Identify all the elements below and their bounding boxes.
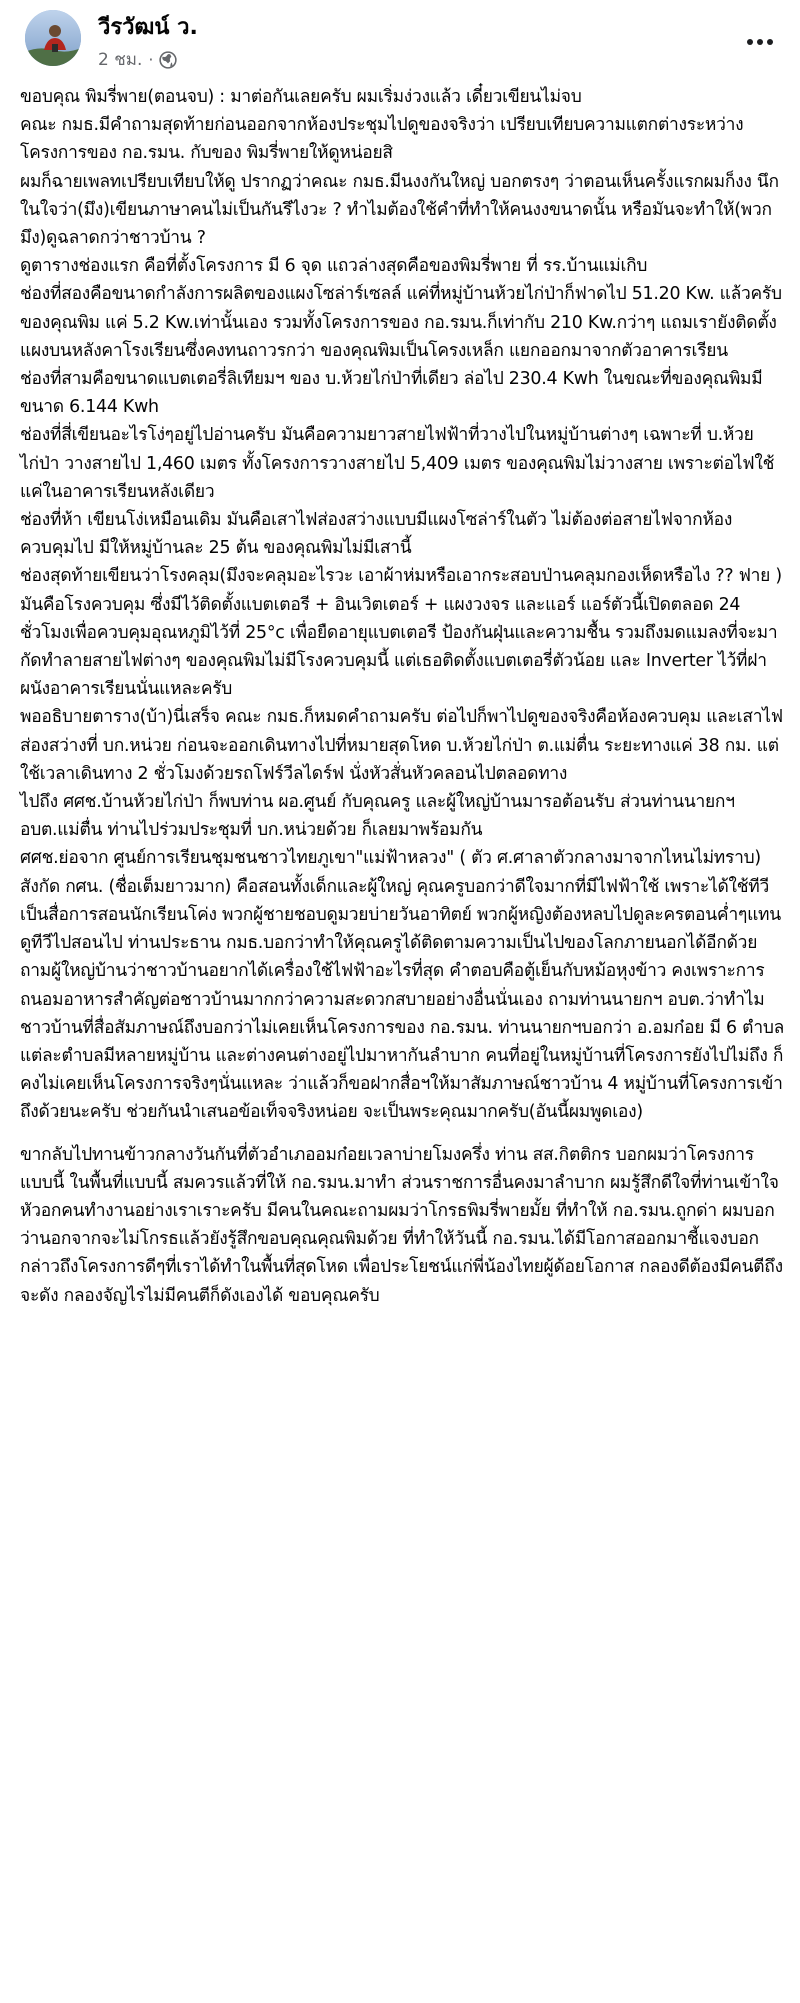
avatar[interactable] — [25, 10, 81, 66]
globe-icon[interactable] — [159, 51, 177, 69]
post-paragraph: ขากลับไปทานข้าวกลางวันกันที่ตัวอำเภออมก๋อยเวลาบ่ายโมงครึ่ง ท่าน สส.กิตติกร บอกผมว่าโครงการแบบนี้ ในพื้นที่แบบนี้ สมควรแล้วที่ให้ กอ.รมน.มาทำ ส่วนราชการอื่นคงมาลำบาก ผมรู้สึกดีใจที่ท่านเข้าใจหัวอกคนทำงานอย่างเราเราะครับ มีคนในคณะถามผมว่าโกรธพิมรี่พายมั้ย ที่ทำให้ กอ.รมน.ถูกด่า ผมบอกว่านอกจากจะไม่โกรธแล้วยังรู้สึกขอบคุณคุณพิมด้วย ที่ทำให้วันนี้ กอ.รมน.ได้มีโอกาสออกมาชี้แจงบอกกล่าวถึงโครงการดีๆที่เราได้ทำในพื้นที่สุดโหด เพื่อประโยชน์แก่พี่น้องไทยผู้ด้อยโอกาส กลองดีต้องมีคนตีถึงจะดัง กลองจัญไรไม่มีคนตีก็ดังเองได้ ขอบคุณครับ — [20, 1144, 783, 1306]
post-paragraph: ถามผู้ใหญ่บ้านว่าชาวบ้านอยากได้เครื่องใช้ไฟฟ้าอะไรที่สุด คำตอบคือตู้เย็นกับหม้อหุงข้าว คงเพราะการถนอมอาหารสำคัญต่อชาวบ้านมากกว่าความสะดวกสบายอย่างอื่นนั่นเอง ถามท่านนายกฯ อบต.ว่าทำไมชาวบ้านที่สื่อสัมภาษณ์ถึงบอกว่าไม่เคยเห็นโครงการของ กอ.รมน. ท่านนายกฯบอกว่า อ.อมก๋อย มี 6 ตำบล แต่ละตำบลมีหลายหมู่บ้าน และต่างคนต่างอยู่ไปมาหากันลำบาก คนที่อยู่ในหมู่บ้านที่โครงการยังไปไม่ถึง ก็คงไม่เคยเห็นโครงการจริงๆนั่นแหละ ว่าแล้วก็ขอฝากสื่อฯให้มาสัมภาษณ์ชาวบ้าน 4 หมู่บ้านที่โครงการเข้าถึงด้วยนะครับ ช่วยกันนำเสนอข้อเท็จจริงหน่อย จะเป็นพระคุณมากครับ(อันนี้ผมพูดเอง) — [20, 961, 785, 1123]
post-paragraph: พออธิบายตาราง(บ้า)นี่เสร็จ คณะ กมธ.ก็หมดคำถามครับ ต่อไปก็พาไปดูของจริงคือห้องควบคุม และเสาไฟส่องสว่างที่ บก.หน่วย ก่อนจะออกเดินทางไปที่หมายสุดโหด บ.ห้วยไก่ป่า ต.แม่ตื่น ระยะทางแค่ 38 กม. แต่ใช้เวลาเดินทาง 2 ชั่วโมงด้วยรถโฟร์วีลไดร์ฟ นั่งหัวสั่นหัวคลอนไปตลอดทาง — [20, 707, 783, 784]
post-paragraph: ผมก็ฉายเพลทเปรียบเทียบให้ดู ปรากฏว่าคณะ กมธ.มีนงงกันใหญ่ บอกตรงๆ ว่าตอนเห็นครั้งแรกผมก็งง นึกในใจว่า(มึง)เขียนภาษาคนไม่เป็นกันรึไงวะ ? ทำไมต้องใช้คำที่ทำให้คนงงขนาดนั้น หรือมันจะทำให้(พวกมึง)ดูฉลาดกว่าชาวบ้าน ? — [20, 171, 779, 249]
post-paragraph: ช่องสุดท้ายเขียนว่าโรงคลุม(มึงจะคลุมอะไรวะ เอาผ้าห่มหรือเอากระสอบป่านคลุมกองเห็ดหรือไง ?? ฟาย ) มันคือโรงควบคุม ซึ่งมีไว้ติดตั้งแบตเตอรี + อินเวิตเตอร์ + แผงวงจร และแอร์ แอร์ตัวนี้เปิดตลอด 24 ชั่วโมงเพื่อควบคุมอุณหภูมิไว้ที่ 25°c เพื่อยืดอายุแบตเตอรี ป้องกันฝุ่นและความชื้น รวมถึงมดแมลงที่จะมากัดทำลายสายไฟต่างๆ ของคุณพิมไม่มีโรงควบคุมนี้ แต่เธอติดตั้งแบตเตอรี่ตัวน้อย และ Inverter ไว้ที่ฝาผนังอาคารเรียนนั่นแหละครับ — [20, 566, 782, 700]
post-header — [0, 0, 800, 86]
post-paragraph: ช่องที่สี่เขียนอะไรโง่ๆอยู่ไปอ่านครับ มันคือความยาวสายไฟฟ้าที่วางไปในหมู่บ้านต่างๆ เฉพาะที่ บ.ห้วยไก่ป่า วางสายไป 1,460 เมตร ทั้งโครงการวางสายไป 5,409 เมตร ของคุณพิมไม่วางสาย เพราะต่อไฟใช้แค่ในอาคารเรียนหลังเดียว — [20, 425, 775, 502]
post-paragraph: ศศช.ย่อจาก ศูนย์การเรียนชุมชนชาวไทยภูเขา"แม่ฟ้าหลวง" ( ตัว ศ.ศาลาตัวกลางมาจากไหนไม่ทราบ) สังกัด กศน. (ชื่อเต็มยาวมาก) คือสอนทั้งเด็กและผู้ใหญ่ คุณครูบอกว่าดีใจมากที่มีไฟฟ้าใช้ เพราะได้ใช้ทีวีเป็นสื่อการสอนนักเรียนโค่ง พวกผู้ชายชอบดูมวยบ่ายวันอาทิตย์ พวกผู้หญิงต้องหลบไปดูละครตอนค่ำๆแทน ดูทีวีไปสอนไป ท่านประธาน กมธ.บอกว่าทำให้คุณครูได้ติดตามความเป็นไปของโลกภายนอกได้อีกด้วย — [20, 848, 781, 954]
post-paragraph: ดูตารางช่องแรก คือที่ตั้งโครงการ มี 6 จุด แถวล่างสุดคือของพิมรี่พาย ที่ รร.บ้านแม่เกิบ — [20, 256, 648, 277]
post-meta — [98, 46, 177, 73]
more-options-button[interactable] — [740, 30, 780, 54]
post-paragraph: คณะ กมธ.มีคำถามสุดท้ายก่อนออกจากห้องประชุมไปดูของจริงว่า เปรียบเทียบความแตกต่างระหว่างโครงการของ กอ.รมน. กับของ พิมรี่พายให้ดูหน่อยสิ — [20, 115, 744, 164]
meta-separator: · — [148, 50, 154, 69]
post-paragraph: ช่องที่สามคือขนาดแบตเตอรี่ลิเทียมฯ ของ บ.ห้วยไก่ป่าที่เดียว ล่อไป 230.4 Kwh ในขณะที่ของคุณพิมมีขนาด 6.144 Kwh — [20, 369, 763, 418]
timestamp[interactable]: 2 ชม. — [98, 50, 143, 70]
more-options-icon — [746, 38, 774, 46]
post-body — [20, 83, 785, 1310]
post-paragraph: ช่องที่ห้า เขียนโง่เหมือนเดิม มันคือเสาไฟส่องสว่างแบบมีแผงโซล่าร์ในตัว ไม่ต้องต่อสายไฟจากห้องควบคุมไป มีให้หมู่บ้านละ 25 ต้น ของคุณพิมไม่มีเสานี้ — [20, 510, 733, 559]
post-paragraph: ช่องที่สองคือขนาดกำลังการผลิตของแผงโซล่าร์เซลล์ แค่ที่หมู่บ้านห้วยไก่ป่าก็ฟาดไป 51.20 Kw. แล้วครับ ของคุณพิม แค่ 5.2 Kw.เท่านั้นเอง รวมทั้งโครงการของ กอ.รมน.ก็เท่ากับ 210 Kw.กว่าๆ แถมเรายังติดตั้งแผงบนหลังคาโรงเรียนซึ่งคงทนถาวรกว่า ของคุณพิมเป็นโครงเหล็ก แยกออกมาจากตัวอาคารเรียน — [20, 284, 782, 361]
author-name[interactable]: วีรวัฒน์ ว. — [98, 15, 198, 40]
post-paragraph: ไปถึง ศศช.บ้านห้วยไก่ป่า ก็พบท่าน ผอ.ศูนย์ กับคุณครู และผู้ใหญ่บ้านมารอต้อนรับ ส่วนท่านนายกฯอบต.แม่ตื่น ท่านไปร่วมประชุมที่ บก.หน่วยด้วย ก็เลยมาพร้อมกัน — [20, 792, 735, 841]
post-paragraph: ขอบคุณ พิมรี่พาย(ตอนจบ) : มาต่อกันเลยครับ ผมเริ่มง่วงแล้ว เดี๋ยวเขียนไม่จบ — [20, 87, 582, 107]
avatar-image — [25, 10, 81, 66]
